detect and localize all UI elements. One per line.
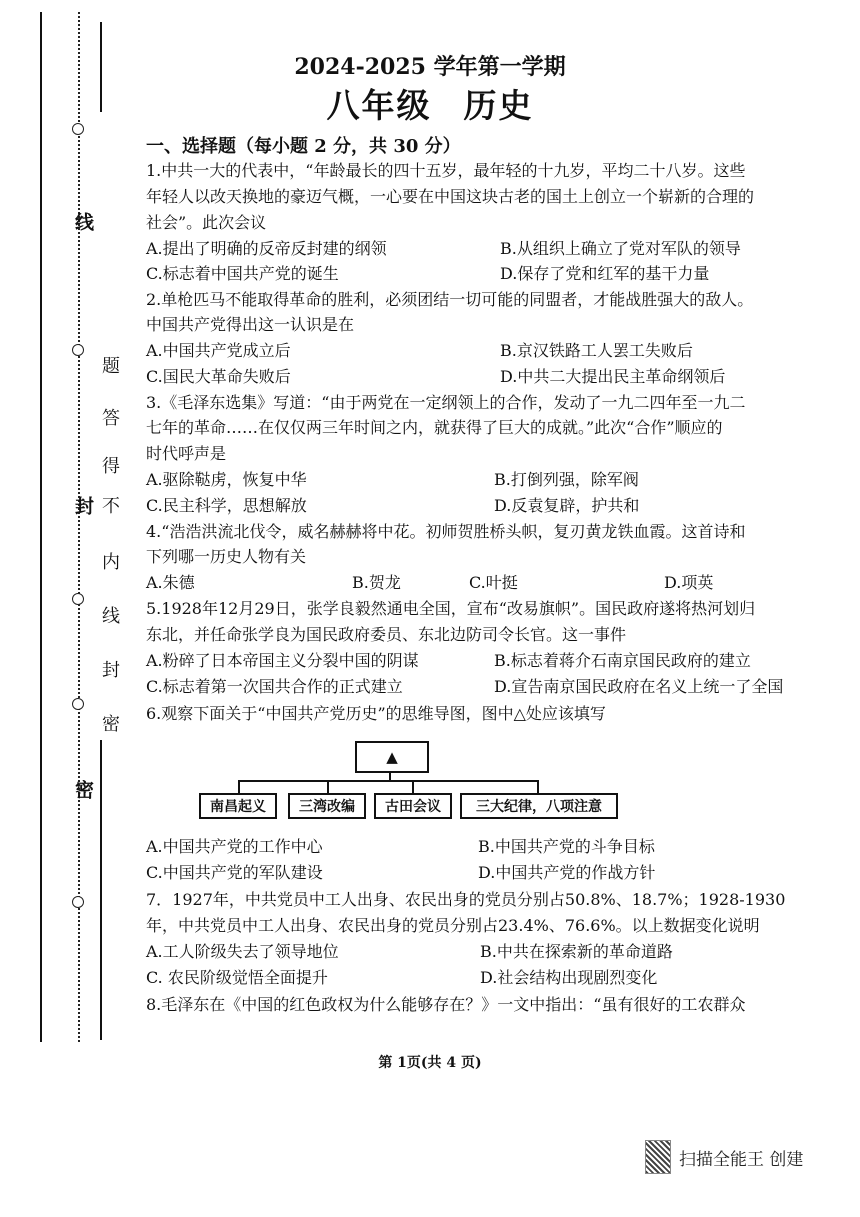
option-b[interactable]: B.贺龙 bbox=[352, 573, 401, 592]
question-7-text: 7．1927年，中共党员中工人出身、农民出身的党员分别占50.8%、18.7%；1928-1930 bbox=[146, 890, 786, 909]
question-7-text: 年，中共党员中工人出身、农民出身的党员分别占23.4%、76.6%。以上数据变化说明 bbox=[146, 916, 760, 935]
option-d[interactable]: D.宣告南京国民政府在名义上统一了全国 bbox=[494, 677, 784, 696]
seal-char: 线 bbox=[72, 212, 94, 231]
option-b[interactable]: B.从组织上确立了党对军队的领导 bbox=[500, 239, 741, 258]
question-3-text: 七年的革命……在仅仅两三年时间之内，就获得了巨大的成就。”此次“合作”顺应的 bbox=[146, 418, 723, 437]
option-a[interactable]: A.粉碎了日本帝国主义分裂中国的阴谋 bbox=[146, 651, 419, 670]
mind-map-node: 三湾改编 bbox=[288, 793, 366, 819]
seal-char: 密 bbox=[72, 780, 94, 799]
question-2-text: 2.单枪匹马不能取得革命的胜利，必须团结一切可能的同盟者，才能战胜强大的敌人。 bbox=[146, 290, 754, 309]
section-title: 一、选择题（每小题 2 分，共 30 分） bbox=[146, 136, 461, 157]
question-1-text: 1.中共一大的代表中，“年龄最长的四十五岁，最年轻的十九岁，平均二十八岁。这些 bbox=[146, 161, 746, 180]
option-d[interactable]: D.中共二大提出民主革命纲领后 bbox=[500, 367, 726, 386]
question-6-text: 6.观察下面关于“中国共产党历史”的思维导图，图中△处应该填写 bbox=[146, 704, 606, 723]
warning-char: 题 bbox=[99, 356, 120, 374]
option-b[interactable]: B.中共在探索新的革命道路 bbox=[480, 942, 673, 961]
option-a[interactable]: A.驱除鞑虏，恢复中华 bbox=[146, 470, 307, 489]
mind-map-connector bbox=[327, 780, 329, 793]
question-1-text: 年轻人以改天换地的豪迈气概，一心要在中国这块古老的国土上创立一个崭新的合理的 bbox=[146, 187, 755, 206]
subject-label: 历史 bbox=[463, 86, 534, 125]
binding-inner-line bbox=[100, 740, 102, 1040]
option-c[interactable]: C.标志着第一次国共合作的正式建立 bbox=[146, 677, 403, 696]
question-3-text: 时代呼声是 bbox=[146, 444, 227, 463]
option-d[interactable]: D.保存了党和红军的基干力量 bbox=[500, 264, 710, 283]
binding-circle bbox=[72, 698, 84, 710]
option-b[interactable]: B.中国共产党的斗争目标 bbox=[478, 837, 655, 856]
warning-char: 线 bbox=[99, 606, 120, 624]
option-b[interactable]: B.标志着蒋介石南京国民政府的建立 bbox=[494, 651, 751, 670]
option-c[interactable]: C.叶挺 bbox=[469, 573, 518, 592]
mind-map-connector bbox=[238, 780, 538, 782]
option-c[interactable]: C.国民大革命失败后 bbox=[146, 367, 291, 386]
binding-circle bbox=[72, 896, 84, 908]
mind-map-connector bbox=[537, 780, 539, 793]
question-8-text: 8.毛泽东在《中国的红色政权为什么能够存在？》一文中指出：“虽有很好的工农群众 bbox=[146, 995, 746, 1014]
mind-map-root: ▲ bbox=[355, 741, 429, 773]
watermark-text: 扫描全能王 创建 bbox=[679, 1149, 804, 1170]
option-a[interactable]: A.提出了明确的反帝反封建的纲领 bbox=[146, 239, 387, 258]
option-d[interactable]: D.项英 bbox=[664, 573, 714, 592]
binding-circle bbox=[72, 593, 84, 605]
option-c[interactable]: C.标志着中国共产党的诞生 bbox=[146, 264, 339, 283]
option-c[interactable]: C. 农民阶级觉悟全面提升 bbox=[146, 968, 328, 987]
option-a[interactable]: A.中国共产党的工作中心 bbox=[146, 837, 323, 856]
option-d[interactable]: D.社会结构出现剧烈变化 bbox=[480, 968, 658, 987]
question-1-text: 社会”。此次会议 bbox=[146, 213, 267, 232]
scanner-watermark bbox=[645, 1140, 803, 1174]
grade-label: 八年级 bbox=[326, 86, 432, 125]
question-4-text: 下列哪一历史人物有关 bbox=[146, 547, 307, 566]
question-3-text: 3.《毛泽东选集》写道：“由于两党在一定纲领上的合作，发动了一九二四年至一九二 bbox=[146, 393, 746, 412]
option-b[interactable]: B.京汉铁路工人罢工失败后 bbox=[500, 341, 693, 360]
exam-term: 2024-2025 学年第一学期 bbox=[294, 54, 566, 80]
question-5-text: 5.1928年12月29日，张学良毅然通电全国，宣布“改易旗帜”。国民政府遂将热河划归 bbox=[146, 599, 756, 618]
option-d[interactable]: D.反袁复辟，护共和 bbox=[494, 496, 640, 515]
option-a[interactable]: A.中国共产党成立后 bbox=[146, 341, 291, 360]
warning-char: 答 bbox=[99, 408, 120, 426]
binding-circle bbox=[72, 344, 84, 356]
mind-map-node: 南昌起义 bbox=[199, 793, 277, 819]
warning-char: 密 bbox=[99, 714, 120, 732]
exam-title bbox=[0, 80, 860, 127]
mind-map-connector bbox=[238, 780, 240, 793]
option-a[interactable]: A.朱德 bbox=[146, 573, 195, 592]
warning-char: 封 bbox=[99, 660, 120, 678]
mind-map-node: 三大纪律，八项注意 bbox=[460, 793, 618, 819]
option-c[interactable]: C.中国共产党的军队建设 bbox=[146, 863, 323, 882]
seal-char: 封 bbox=[72, 496, 94, 515]
option-a[interactable]: A.工人阶级失去了领导地位 bbox=[146, 942, 339, 961]
warning-char: 不 bbox=[99, 496, 120, 514]
binding-border-line bbox=[40, 12, 42, 1042]
mind-map-node: 古田会议 bbox=[374, 793, 452, 819]
warning-char: 内 bbox=[99, 552, 120, 570]
question-5-text: 东北，并任命张学良为国民政府委员、东北边防司令长官。这一事件 bbox=[146, 625, 627, 644]
question-2-text: 中国共产党得出这一认识是在 bbox=[146, 315, 355, 334]
option-b[interactable]: B.打倒列强，除军阀 bbox=[494, 470, 639, 489]
mind-map-connector bbox=[412, 780, 414, 793]
page-number: 第 1页(共 4 页) bbox=[378, 1055, 482, 1071]
dotted-cut-line bbox=[78, 12, 80, 1042]
warning-char: 得 bbox=[99, 456, 120, 474]
question-4-text: 4.“浩浩洪流北伐令，威名赫赫将中花。初师贺胜桥头帜，复刃黄龙铁血霞。这首诗和 bbox=[146, 522, 746, 541]
qr-code-icon bbox=[645, 1140, 671, 1174]
option-c[interactable]: C.民主科学，思想解放 bbox=[146, 496, 307, 515]
option-d[interactable]: D.中国共产党的作战方针 bbox=[478, 863, 656, 882]
